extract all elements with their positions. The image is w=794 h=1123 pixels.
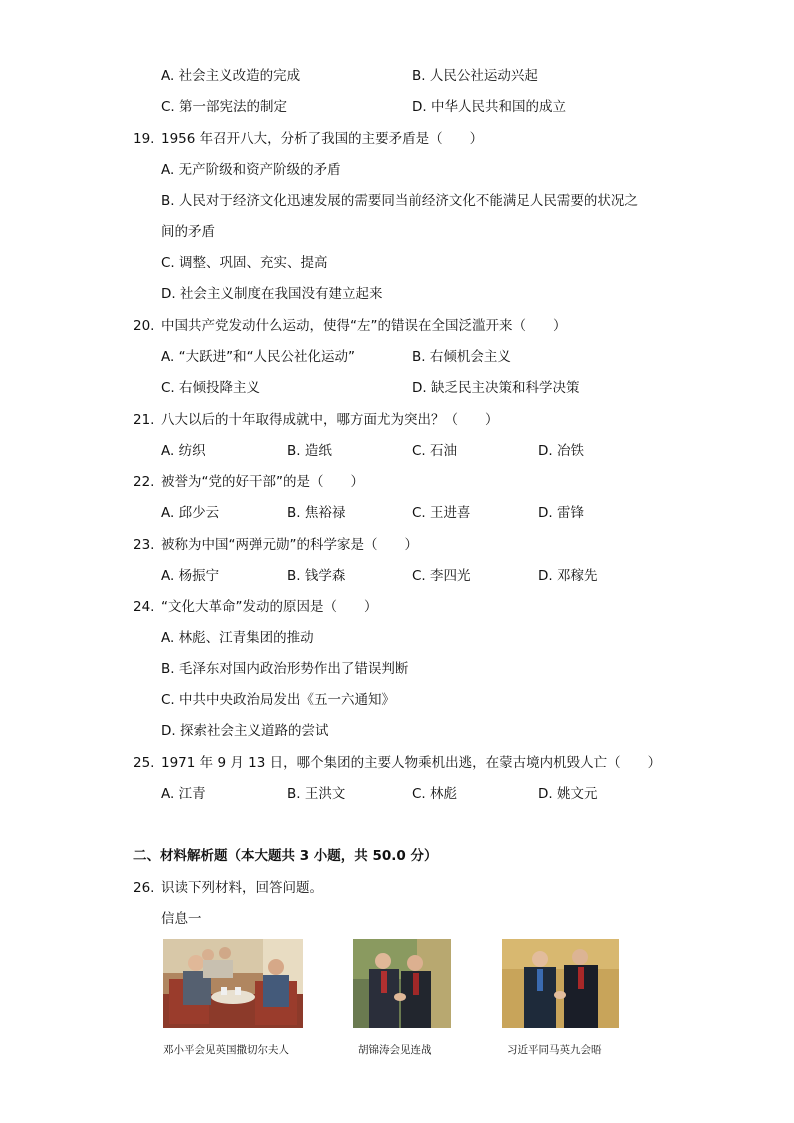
option-a: A. 江青	[161, 786, 206, 802]
option-b: B. 人民对于经济文化迅速发展的需要同当前经济文化不能满足人民需要的状况之	[161, 193, 638, 209]
option-a: A. 杨振宁	[161, 568, 220, 584]
question-stem: 1971 年 9 月 13 日，哪个集团的主要人物乘机出逃，在蒙古境内机毁人亡（ ）	[161, 755, 662, 771]
question-stem: 被称为中国“两弹元勋”的科学家是（ ）	[161, 537, 418, 553]
option-b: B. 右倾机会主义	[412, 349, 511, 365]
question-number: 23.	[133, 537, 155, 553]
option-b: B. 焦裕禄	[287, 505, 346, 521]
option-a: A. 无产阶级和资产阶级的矛盾	[161, 162, 341, 178]
option-d: D. 缺乏民主决策和科学决策	[412, 380, 580, 396]
option-b-continued: 间的矛盾	[161, 224, 215, 240]
photo-hu-lien	[353, 939, 451, 1028]
option-c: C. 中共中央政治局发出《五一六通知》	[161, 692, 396, 708]
question-number: 19.	[133, 131, 155, 147]
option-c: C. 李四光	[412, 568, 471, 584]
section-title: 二、材料解析题（本大题共 3 小题，共 50.0 分）	[133, 848, 438, 864]
question-stem: 识读下列材料，回答问题。	[161, 880, 323, 896]
option-d: D. 雷锋	[538, 505, 584, 521]
option-d: D. 冶铁	[538, 443, 584, 459]
question-number: 22.	[133, 474, 155, 490]
question-number: 26.	[133, 880, 155, 896]
q18-option-a: A. 社会主义改造的完成	[161, 68, 301, 84]
option-d: D. 姚文元	[538, 786, 598, 802]
question-stem: 被誉为“党的好干部”的是（ ）	[161, 474, 364, 490]
caption-3: 习近平同马英九会晤	[507, 1044, 602, 1056]
option-d: D. 探索社会主义道路的尝试	[161, 723, 329, 739]
question-stem: “文化大革命”发动的原因是（ ）	[161, 599, 378, 615]
info-label: 信息一	[161, 911, 202, 927]
caption-2: 胡锦涛会见连战	[358, 1044, 432, 1056]
question-stem: 中国共产党发动什么运动，使得“左”的错误在全国泛滥开来（ ）	[161, 318, 567, 334]
question-number: 20.	[133, 318, 155, 334]
option-b: B. 毛泽东对国内政治形势作出了错误判断	[161, 661, 409, 677]
option-b: B. 钱学森	[287, 568, 346, 584]
caption-1: 邓小平会见英国撒切尔夫人	[163, 1044, 289, 1056]
question-number: 24.	[133, 599, 155, 615]
question-number: 21.	[133, 412, 155, 428]
option-a: A. 纺织	[161, 443, 206, 459]
option-c: C. 林彪	[412, 786, 458, 802]
q18-option-b: B. 人民公社运动兴起	[412, 68, 538, 84]
option-c: C. 石油	[412, 443, 458, 459]
question-number: 25.	[133, 755, 155, 771]
q18-option-d: D. 中华人民共和国的成立	[412, 99, 566, 115]
q18-option-c: C. 第一部宪法的制定	[161, 99, 288, 115]
option-d: D. 邓稼先	[538, 568, 598, 584]
question-stem: 八大以后的十年取得成就中，哪方面尤为突出？（ ）	[161, 412, 499, 428]
option-c: C. 右倾投降主义	[161, 380, 261, 396]
question-stem: 1956 年召开八大，分析了我国的主要矛盾是（ ）	[161, 131, 484, 147]
option-a: A. 林彪、江青集团的推动	[161, 630, 314, 646]
option-c: C. 调整、巩固、充实、提高	[161, 255, 328, 271]
option-b: B. 造纸	[287, 443, 332, 459]
option-a: A. 邱少云	[161, 505, 220, 521]
photo-deng-thatcher	[163, 939, 303, 1028]
option-b: B. 王洪文	[287, 786, 346, 802]
photo-xi-ma	[502, 939, 619, 1028]
option-a: A. “大跃进”和“人民公社化运动”	[161, 349, 356, 365]
option-d: D. 社会主义制度在我国没有建立起来	[161, 286, 383, 302]
option-c: C. 王进喜	[412, 505, 471, 521]
